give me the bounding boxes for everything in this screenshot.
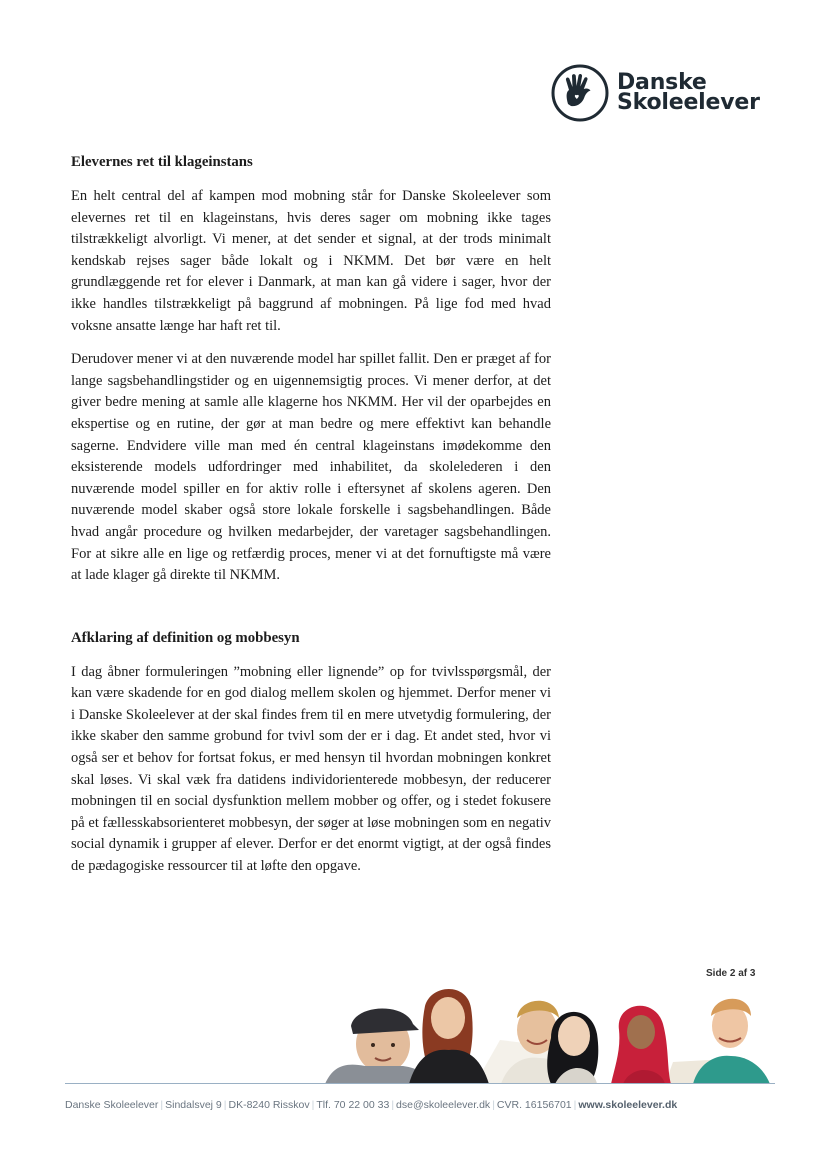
hand-with-heart-icon [551, 64, 609, 122]
document-body [71, 152, 551, 890]
footer-separator: | [391, 1099, 395, 1111]
paragraph: Derudover mener vi at den nuværende model har spillet fallit. Den er præget af for lange sagsbehandlingstider og en uigennemsigtig proces. Vi mener derfor, at det giver bedre mening at samle alle klagerne hos NKMM. Her vil der oparbejdes en ekspertise og en rutine, der gør at man bedre og mere effektivt kan behandle sagerne. Endvidere ville man med én central klageinstans imødekomme den eksisterende models udfordringer med inhabilitet, da skolelederen i den nuværende model spiller en for aktiv rolle i eftersynet af skolens ageren. Den nuværende model skaber også store lokale forskelle i sagsbehandlingen. Både hvad angår procedure og hvilken medarbejder, der varetager sagsbehandlingen. For at sikre alle en lige og retfærdig proces, mener vi at det fornuftigste må være at lade klager gå direkte til NKMM. [71, 351, 551, 584]
footer-divider [65, 1083, 775, 1084]
paragraph: En helt central del af kampen mod mobning står for Danske Skoleelever som elevernes ret til en klageinstans, hvis deres sager om mobning ikke tages tilstrækkeligt alvorligt. Vi mener, at det sender et signal, at der trods minimalt kendskab rejses sager både lokalt og i NKMM. Det bør være en helt grundlæggende ret for elever i Danmark, at man kan gå videre i sager, hvor der ikke handles tilstrækkeligt på baggrund af mobningen. På lige fod med hvad voksne ansatte længe har haft ret til. [71, 188, 551, 334]
section-heading-klageinstans: Elevernes ret til klageinstans [71, 154, 253, 170]
paragraph: I dag åbner formuleringen ”mobning eller lignende” op for tvivlsspørgsmål, der kan være skadende for en god dialog mellem skolen og hjemmet. Derfor mener vi i Danske Skoleelever at der skal findes frem til en mere utvetydig formulering, der ikke skaber den samme grobund for tvivl som der er i dag. Et andet sted, hvor vi også ser et behov for fortsat fokus, er med hensyn til hvordan mobningen konkret skal løses. Vi skal væk fra datidens individorienterede mobbesyn, der reducerer mobningen til en social dysfunktion mellem mobber og offer, og i stedet fokusere på et fællesskabsorienteret mobbesyn, der søger at løse mobningen som en negativ social dynamik i grupper af elever. Derfor er det enormt vigtigt, at der også findes de pædagogiske ressourcer til at løfte den opgave. [71, 663, 551, 875]
logo-line-1: Danske [617, 70, 707, 95]
footer-separator: | [160, 1099, 164, 1111]
section-spacer [71, 599, 551, 628]
logo-line-2: Skoleelever [617, 90, 760, 115]
footer-street: Sindalsvej 9 [165, 1099, 222, 1111]
page-footer [65, 1099, 677, 1111]
section-heading-definition: Afklaring af definition og mobbesyn [71, 629, 300, 646]
footer-email[interactable]: dse@skoleelever.dk [396, 1099, 491, 1111]
footer-separator: | [573, 1099, 577, 1111]
footer-cvr: CVR. 16156701 [496, 1099, 572, 1111]
footer-separator: | [223, 1099, 227, 1111]
page-number: Side 2 af 3 [706, 968, 756, 979]
footer-website-link[interactable]: www.skoleelever.dk [578, 1099, 678, 1111]
footer-city: DK-8240 Risskov [228, 1099, 310, 1111]
footer-separator: | [492, 1099, 495, 1111]
organization-logo [551, 62, 760, 124]
footer-separator: | [311, 1099, 315, 1111]
footer-org: Danske Skoleelever [65, 1099, 159, 1111]
footer-phone: Tlf. 70 22 00 33 [316, 1099, 390, 1111]
students-photo [325, 978, 770, 1084]
